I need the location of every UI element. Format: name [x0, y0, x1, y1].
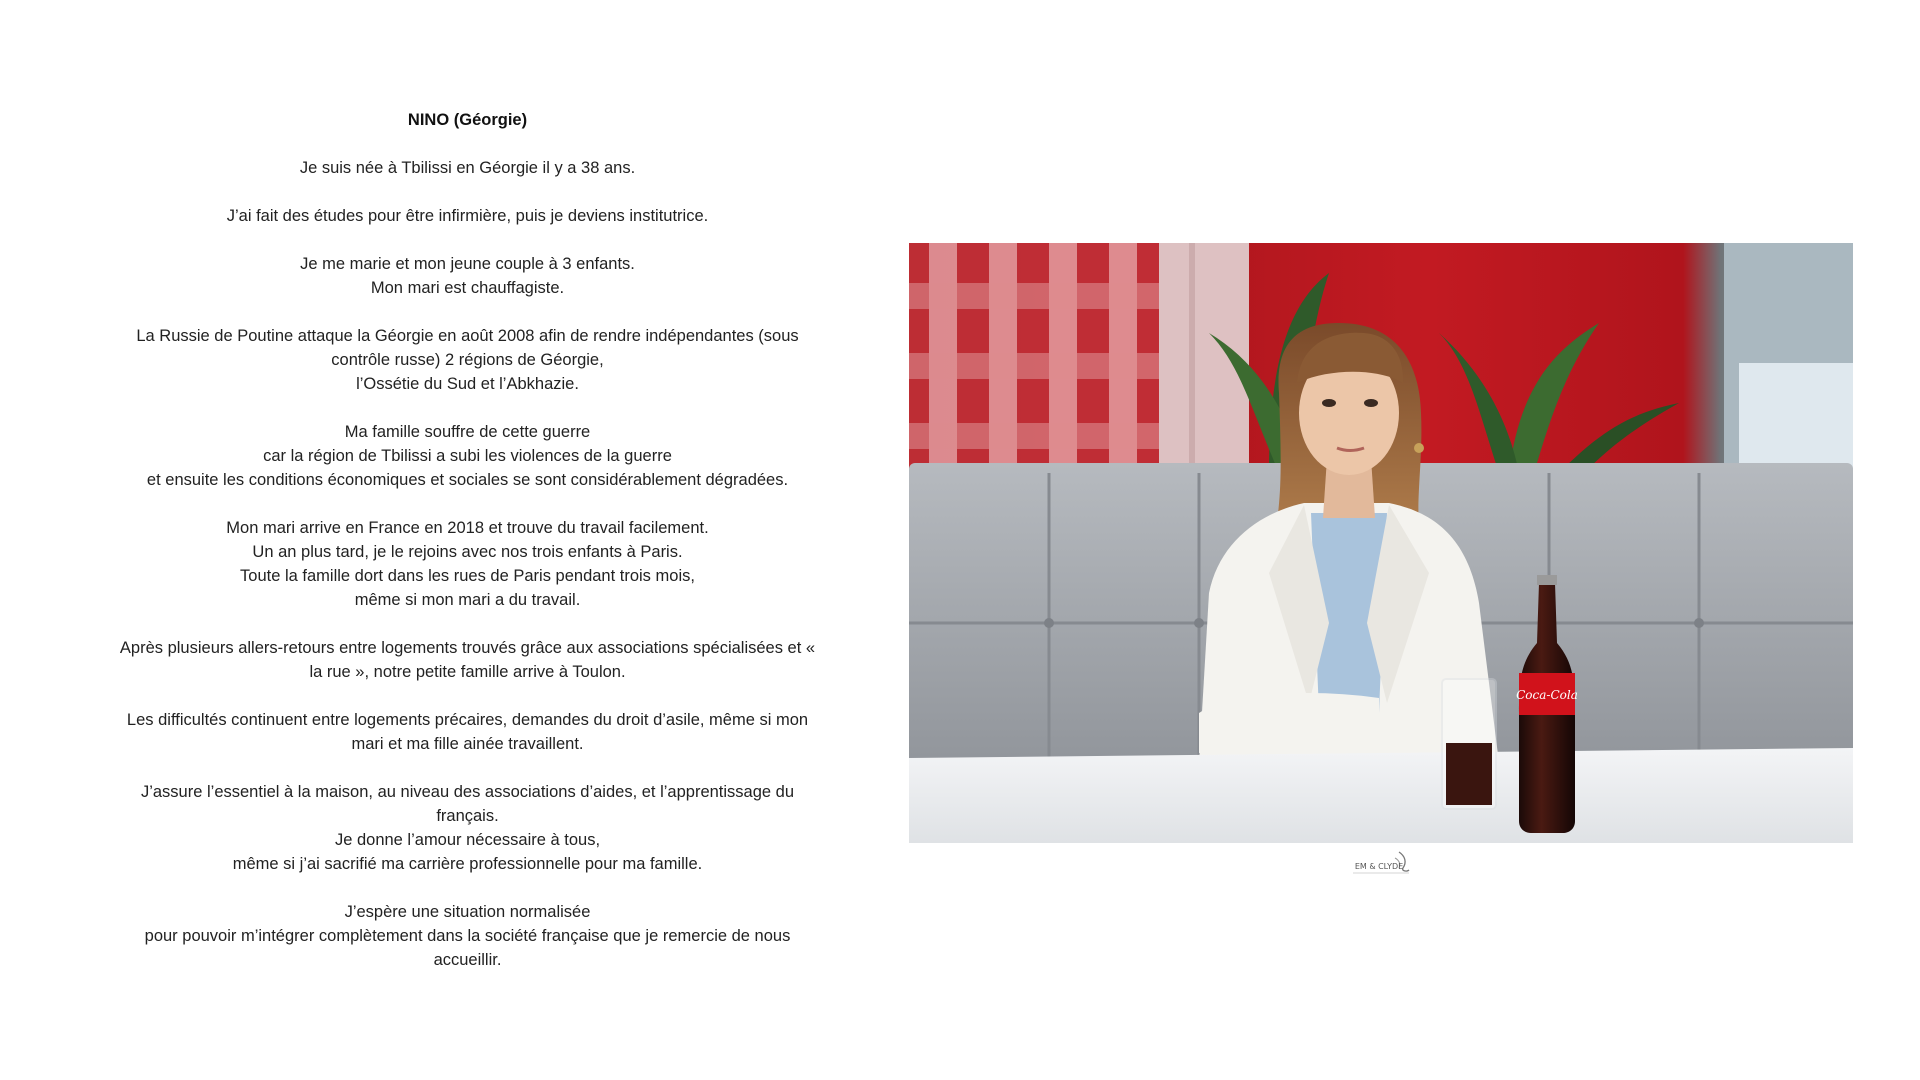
portrait-illustration [909, 243, 1853, 843]
story-line: La Russie de Poutine attaque la Géorgie en août 2008 afin de rendre indépendantes (sous [136, 327, 799, 345]
story-paragraph [110, 780, 825, 876]
story-paragraph [110, 708, 825, 756]
story-paragraph [110, 516, 825, 612]
story-line: Un an plus tard, je le rejoins avec nos trois enfants à Paris. [252, 543, 683, 561]
story-line: Mon mari est chauffagiste. [370, 279, 565, 297]
story-paragraph [110, 636, 825, 684]
story-line: même si mon mari a du travail. [354, 591, 581, 609]
story-line: Je me marie et mon jeune couple à 3 enfants. [300, 255, 635, 273]
story-line: contrôle russe) 2 régions de Géorgie, [331, 351, 604, 369]
story-text [110, 108, 825, 996]
checkered-curtain [909, 243, 1249, 473]
story-line: et ensuite les conditions économiques et sociales se sont considérablement dégradées. [146, 471, 789, 489]
story-line: Ma famille souffre de cette guerre [344, 423, 591, 441]
story-paragraphs [110, 156, 825, 972]
story-line: accueillir. [433, 951, 502, 969]
story-line: Toute la famille dort dans les rues de Paris pendant trois mois, [240, 567, 695, 585]
story-line: Je suis née à Tbilissi en Géorgie il y a 38 ans. [299, 159, 636, 177]
story-paragraph [110, 900, 825, 972]
story-paragraph [110, 204, 825, 228]
story-paragraph [110, 420, 825, 492]
story-line: car la région de Tbilissi a subi les violences de la guerre [263, 447, 672, 465]
story-line: mari et ma fille ainée travaillent. [351, 735, 584, 753]
story-line: J’assure l’essentiel à la maison, au niveau des associations d’aides, et l’apprentissage du [140, 783, 795, 801]
story-paragraph [110, 156, 825, 180]
story-line: même si j’ai sacrifié ma carrière professionnelle pour ma famille. [232, 855, 703, 873]
story-line: Je donne l’amour nécessaire à tous, [334, 831, 601, 849]
page-title: NINO (Géorgie) [407, 111, 528, 129]
table [909, 748, 1853, 843]
signature-logo [1349, 848, 1413, 878]
story-paragraph [110, 324, 825, 396]
story-line: français. [436, 807, 499, 825]
signature-text: EM & CLYDE [1354, 862, 1404, 871]
story-paragraph [110, 252, 825, 300]
story-line: la rue », notre petite famille arrive à Toulon. [309, 663, 626, 681]
story-line: J’espère une situation normalisée [344, 903, 591, 921]
story-line: J’ai fait des études pour être infirmière, puis je deviens institutrice. [226, 207, 709, 225]
story-line: Les difficultés continuent entre logements précaires, demandes du droit d’asile, même si mon [126, 711, 809, 729]
story-line: Après plusieurs allers-retours entre logements trouvés grâce aux associations spécialisées et « [119, 639, 816, 657]
photographer-signature [1349, 848, 1413, 878]
story-line: pour pouvoir m’intégrer complètement dans la société française que je remercie de nous [144, 927, 791, 945]
story-line: Mon mari arrive en France en 2018 et trouve du travail facilement. [226, 519, 709, 537]
portrait-photo [909, 243, 1853, 843]
glass [1442, 679, 1496, 809]
story-line: l’Ossétie du Sud et l’Abkhazie. [356, 375, 579, 393]
bottle-label: Coca-Cola [1516, 688, 1578, 702]
